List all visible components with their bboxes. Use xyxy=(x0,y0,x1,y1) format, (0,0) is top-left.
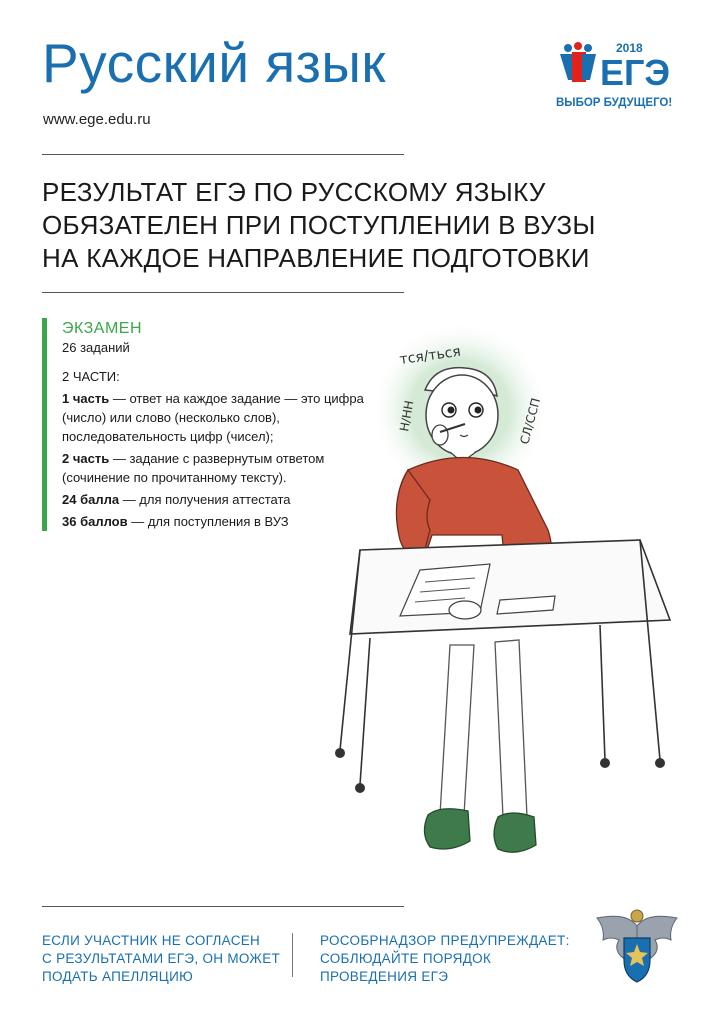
headline-line: РЕЗУЛЬТАТ ЕГЭ ПО РУССКОМУ ЯЗЫКУ xyxy=(42,177,546,207)
divider-top xyxy=(42,154,404,155)
logo-slogan: ВЫБОР БУДУЩЕГО! xyxy=(556,97,673,109)
thought-right: СЛ/ССП xyxy=(517,396,544,446)
logo-abbr: ЕГЭ xyxy=(600,52,671,93)
exam-score1: 24 балла — для получения аттестата xyxy=(62,492,291,507)
thought-left: Н/НН xyxy=(397,399,417,433)
headline xyxy=(42,176,682,275)
exam-tasks: 26 заданий xyxy=(62,340,130,355)
rosobrnadzor-emblem xyxy=(588,906,686,992)
footer-divider xyxy=(292,933,293,977)
exam-score2: 36 баллов — для поступления в ВУЗ xyxy=(62,514,289,529)
appeal-notice: ЕСЛИ УЧАСТНИК НЕ СОГЛАСЕН С РЕЗУЛЬТАТАМИ ЕГЭ, ОН МОЖЕТ ПОДАТЬ АПЕЛЛЯЦИЮ xyxy=(42,933,281,984)
rosobrnadzor-warning: РОСОБРНАДЗОР ПРЕДУПРЕЖДАЕТ: СОБЛЮДАЙТЕ ПОРЯДОК ПРОВЕДЕНИЯ ЕГЭ xyxy=(320,933,570,984)
exam-part2: 2 часть — задание с развернутым ответом (сочинение по прочитанному тексту). xyxy=(62,451,325,485)
exam-heading: ЭКЗАМЕН xyxy=(62,320,143,337)
exam-part1: 1 часть — ответ на каждое задание — это цифра (число) или слово (несколько слов), последовательность цифр (чисел); xyxy=(62,391,364,444)
divider-bottom xyxy=(42,906,404,907)
website-url[interactable]: www.ege.edu.ru xyxy=(43,111,151,128)
headline-line: НА КАЖДОЕ НАПРАВЛЕНИЕ ПОДГОТОВКИ xyxy=(42,243,590,273)
ege-logo xyxy=(556,40,696,116)
divider-middle xyxy=(42,292,404,293)
student-illustration xyxy=(300,320,690,880)
logo-year: 2018 xyxy=(616,41,643,55)
thought-top: тся/ться xyxy=(398,343,462,369)
exam-parts-heading: 2 ЧАСТИ: xyxy=(62,369,120,384)
headline-line: ОБЯЗАТЕЛЕН ПРИ ПОСТУПЛЕНИИ В ВУЗЫ xyxy=(42,210,596,240)
page-title: Русский язык xyxy=(42,32,386,94)
